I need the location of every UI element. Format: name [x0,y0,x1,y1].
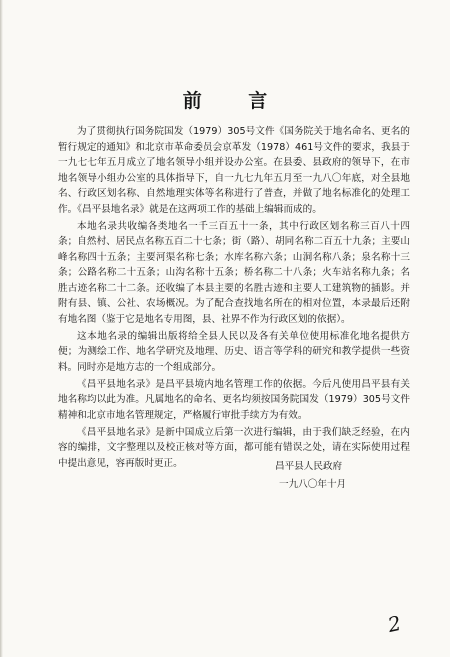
paragraph: 这本地名录的编辑出版将给全县人民以及各有关单位使用标准化地名提供方便；为测绘工作、地名学研究及地理、历史、语言等学科的研究和教学提供一些资料。同时亦是地方志的一个组成部分。 [58,330,410,373]
issue-date: 一九八〇年十月 [279,479,347,490]
page-number: 2 [385,610,404,638]
paragraph: 《昌平县地名录》是昌平县境内地名管理工作的依据。今后凡使用昌平县有关地名称均以此为准。凡属地名的命名、更名均须按国务院国发（1979）305号文件精神和北京市地名管理规定，严格履行审批手续方为有效。 [58,378,410,421]
page-title: 前 言 [182,90,288,112]
paragraph: 《昌平县地名录》是新中国成立后第一次进行编辑，由于我们缺乏经验，在内容的编排，文字整理以及校正核对等方面，都可能有错误之处，请在实际使用过程中提出意见，容再版时更正。 [58,426,410,469]
paragraph: 本地名录共收编各类地名一千三百五十一条，其中行政区划名称三百八十四条；自然村、居民点名称五百二十七条；街（路）、胡同名称二百五十九条；主要山峰名称四十五条；主要河渠名称七条；水库名称六条；山洞名称八条；泉名称十三条；公路名称二十五条；山沟名称十五条；桥名称二十八条；火车站名称九条；名胜古迹名称二十二条。还收编了本县主要的名胜古迹和主要人工建筑物的插影。并附有县、镇、公社、农场概况。为了配合查找地名所在的相对位置，本录最后还附有地名图（鉴于它是地名专用图，县、社界不作为行政区划的依据）。 [58,220,410,325]
preface-body [58,124,410,473]
paragraph: 为了贯彻执行国务院国发（1979）305号文件《国务院关于地名命名、更名的暂行规定的通知》和北京市革命委员会京革发（1978）461号文件的要求，我县于一九七七年五月成立了地名领导小组并设办公室。在县委、县政府的领导下，在市地名领导小组办公室的具体指导下，自一九七九年五月至一九八〇年底，对全县地名、行政区划名称、自然地理实体等名称进行了普查，并做了地名标准化的处理工作。《昌平县地名录》就是在这两项工作的基础上编辑而成的。 [58,126,410,215]
issuing-organization: 昌平县人民政府 [275,461,343,472]
signature-block [275,458,395,494]
